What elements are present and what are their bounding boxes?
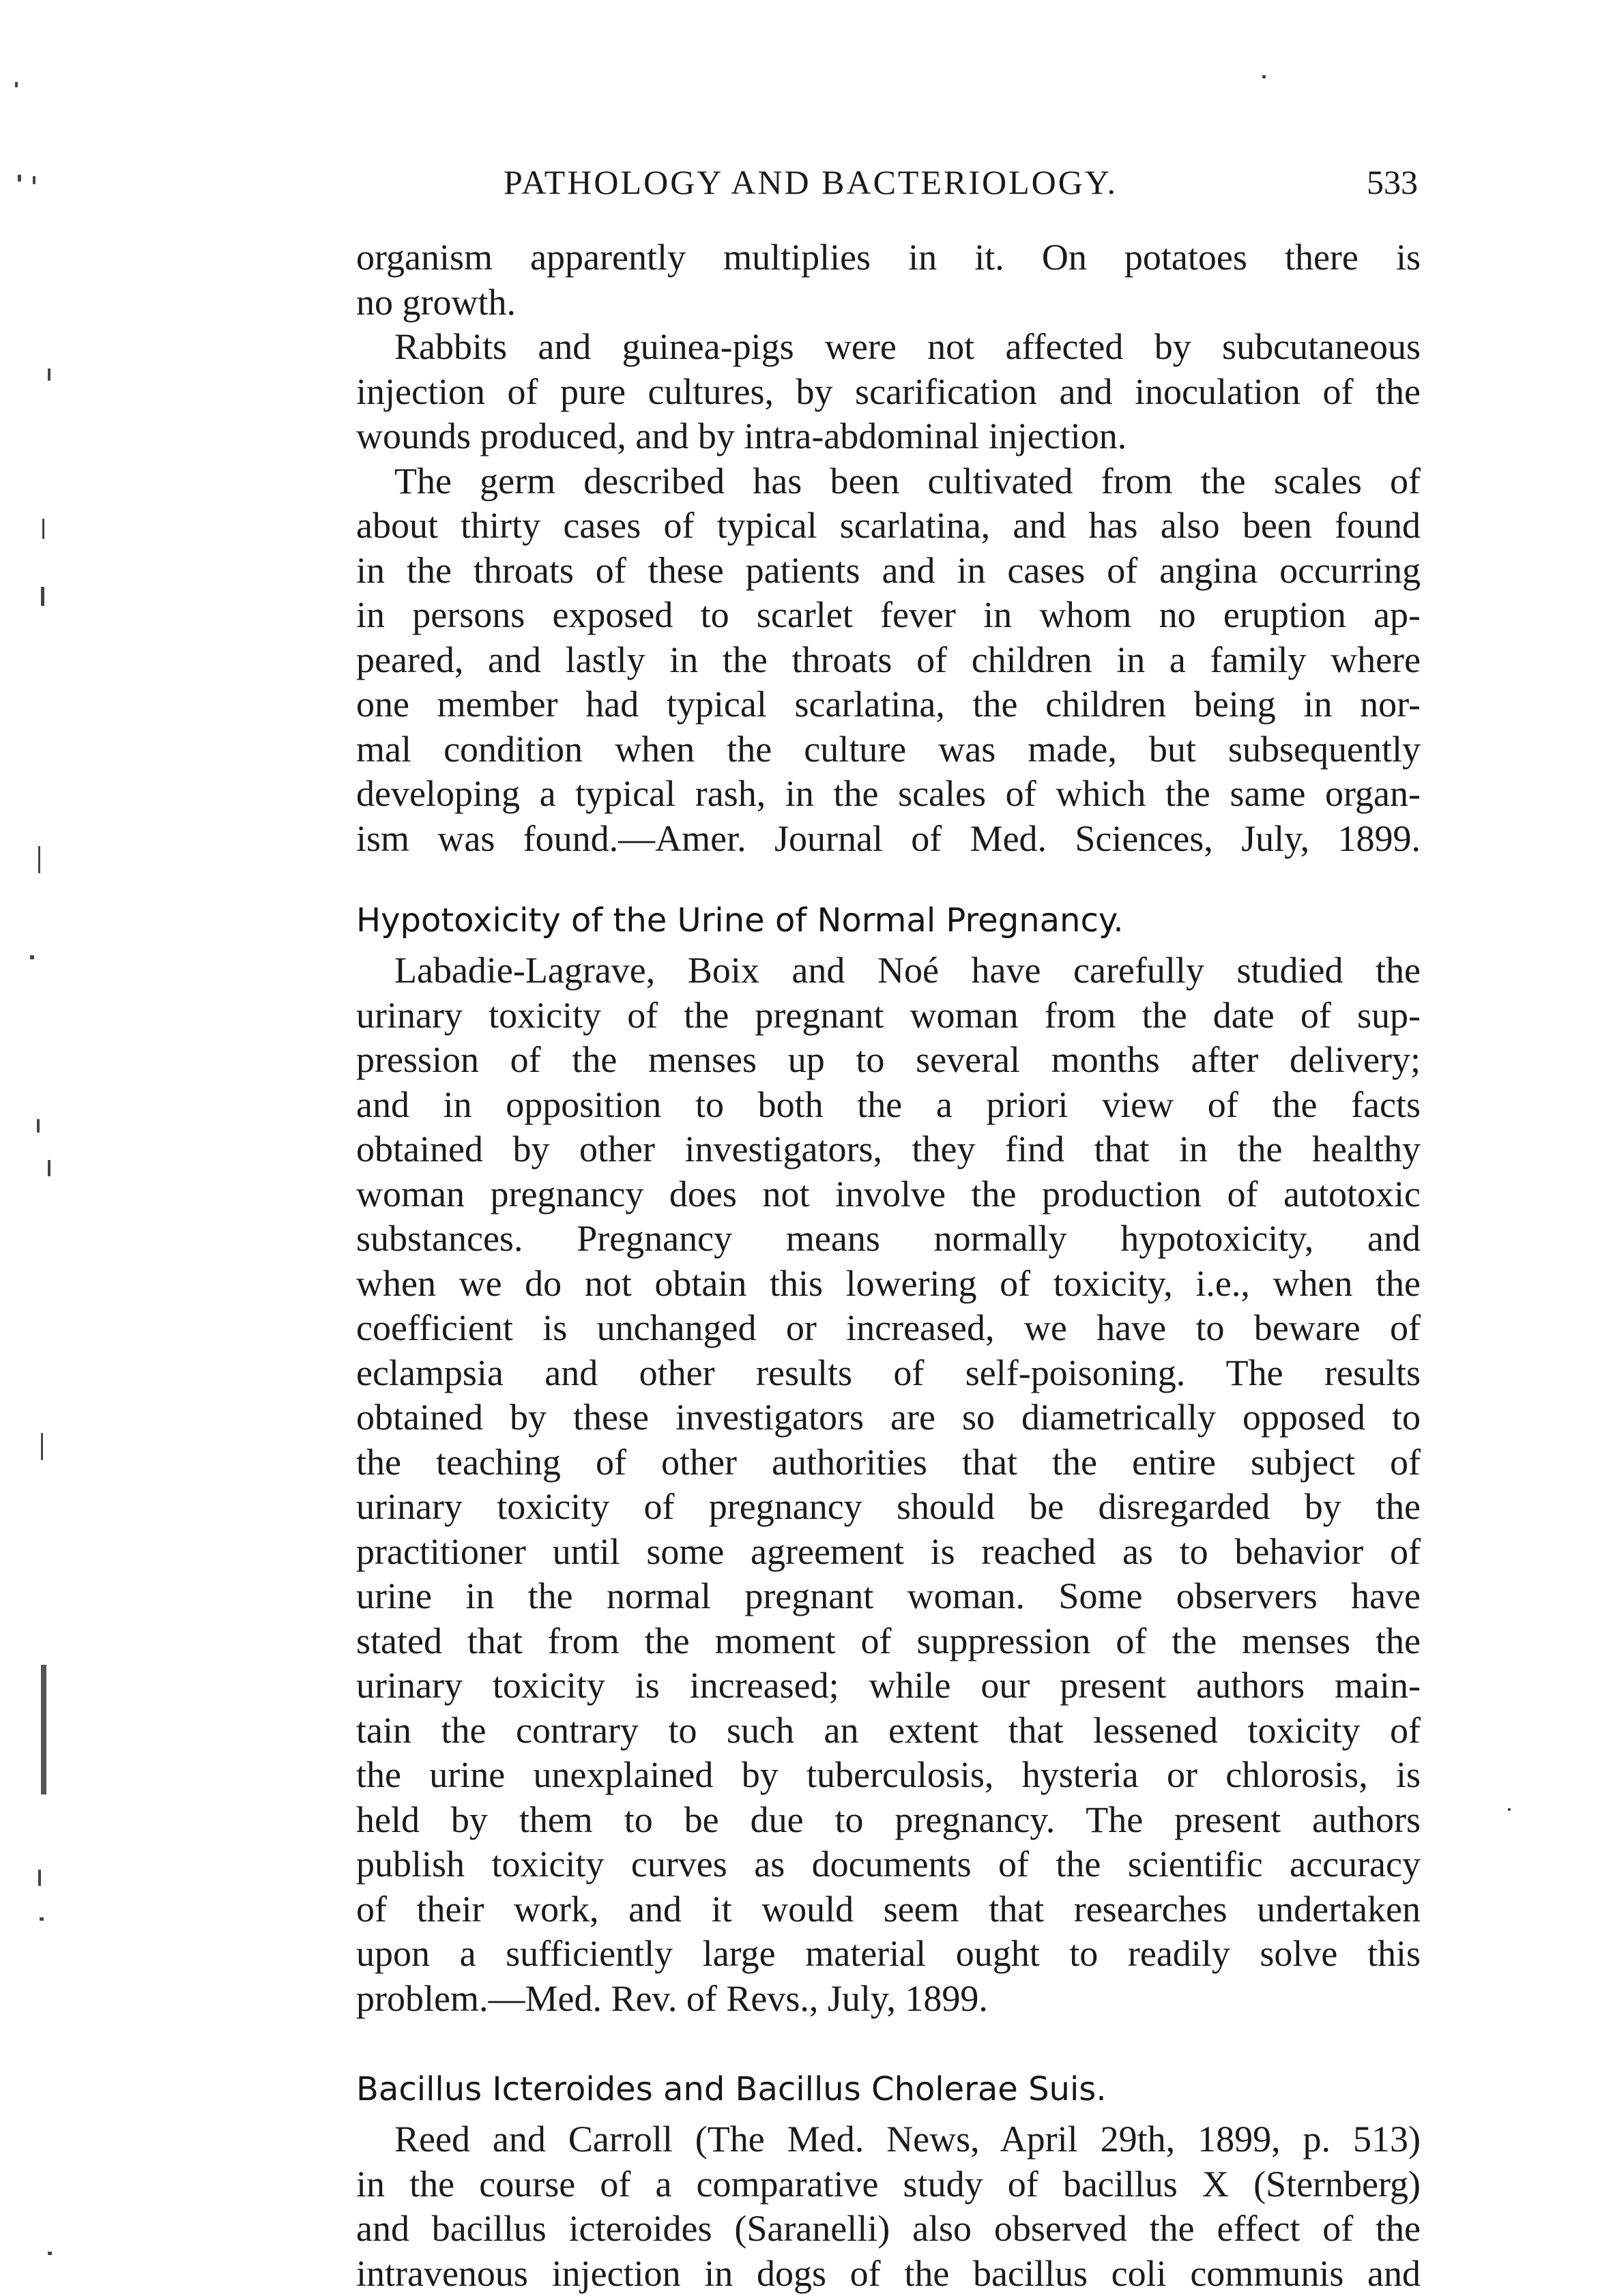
scan-edge-mark (41, 1665, 46, 1794)
text-line: obtained by these investigators are so diametrically opposed to (356, 1395, 1421, 1440)
text-line: urinary toxicity of the pregnant woman from the date of sup- (356, 993, 1421, 1038)
running-head (360, 162, 1418, 210)
text-line: Rabbits and guinea-pigs were not affected by subcutaneous (356, 325, 1421, 370)
text-line: eclampsia and other results of self-poisoning. The results (356, 1351, 1421, 1396)
scan-speck (1262, 75, 1266, 78)
text-line: publish toxicity curves as documents of the scientific accuracy (356, 1842, 1421, 1887)
section-bacillus-icteroides (356, 2067, 1421, 2296)
section-heading: Hypotoxicity of the Urine of Normal Pregnancy. (356, 898, 1421, 943)
text-line: and bacillus icteroides (Saranelli) also observed the effect of the (356, 2207, 1421, 2252)
page-number: 533 (1367, 162, 1418, 202)
section-scarlatina-continuation (356, 235, 1421, 861)
running-title: PATHOLOGY AND BACTERIOLOGY. (504, 162, 1118, 202)
scan-speck (18, 175, 21, 181)
scan-speck (48, 368, 50, 381)
section-hypotoxicity (356, 898, 1421, 2021)
text-line: practitioner until some agreement is reached as to behavior of (356, 1530, 1421, 1575)
text-line: problem.—Med. Rev. of Revs., July, 1899. (356, 1977, 1421, 2022)
text-line: intravenous injection in dogs of the bacillus coli communis and (356, 2252, 1421, 2296)
text-line: held by them to be due to pregnancy. The present authors (356, 1798, 1421, 1843)
text-line: stated that from the moment of suppression of the menses the (356, 1619, 1421, 1664)
scan-speck (38, 1870, 41, 1886)
text-line: and in opposition to both the a priori view of the facts (356, 1083, 1421, 1128)
scan-speck (42, 519, 44, 539)
scan-speck (30, 955, 34, 959)
text-line: woman pregnancy does not involve the production of autotoxic (356, 1172, 1421, 1217)
text-line: ism was found.—Amer. Journal of Med. Sciences, July, 1899. (356, 817, 1421, 862)
scan-speck (48, 1160, 50, 1176)
text-line: developing a typical rash, in the scales of which the same organ- (356, 772, 1421, 817)
scan-speck (41, 1433, 43, 1460)
text-line: coefficient is unchanged or increased, we have to beware of (356, 1306, 1421, 1351)
text-line: in persons exposed to scarlet fever in whom no eruption ap- (356, 593, 1421, 638)
text-line: the teaching of other authorities that the entire subject of (356, 1440, 1421, 1485)
text-line: in the course of a comparative study of bacillus X (Sternberg) (356, 2162, 1421, 2207)
text-line: The germ described has been cultivated from the scales of (356, 459, 1421, 504)
text-line: mal condition when the culture was made, but subsequently (356, 727, 1421, 772)
scan-speck (40, 1917, 44, 1921)
text-line: one member had typical scarlatina, the children being in nor- (356, 682, 1421, 727)
text-line: urine in the normal pregnant woman. Some observers have (356, 1574, 1421, 1619)
text-line: about thirty cases of typical scarlatina, and has also been found (356, 504, 1421, 549)
scan-speck (37, 1119, 40, 1133)
text-line: peared, and lastly in the throats of children in a family where (356, 638, 1421, 683)
scan-speck (1508, 1808, 1511, 1811)
text-line: of their work, and it would seem that researches undertaken (356, 1887, 1421, 1932)
text-line: obtained by other investigators, they find that in the healthy (356, 1127, 1421, 1172)
text-line: when we do not obtain this lowering of toxicity, i.e., when the (356, 1262, 1421, 1307)
article-body (356, 235, 1421, 2296)
scan-speck (38, 846, 40, 873)
text-line: tain the contrary to such an extent that lessened toxicity of (356, 1709, 1421, 1754)
section-heading: Bacillus Icteroides and Bacillus Cholerae Suis. (356, 2067, 1421, 2112)
text-line: urinary toxicity is increased; while our present authors main- (356, 1663, 1421, 1709)
text-line: Labadie-Lagrave, Boix and Noé have carefully studied the (356, 948, 1421, 993)
text-line: wounds produced, and by intra-abdominal injection. (356, 414, 1421, 459)
scan-speck (15, 82, 18, 87)
text-line: organism apparently multiplies in it. On potatoes there is (356, 235, 1421, 280)
scan-speck (33, 176, 35, 184)
text-line: injection of pure cultures, by scarification and inoculation of the (356, 370, 1421, 415)
scan-speck (41, 587, 44, 606)
text-line: substances. Pregnancy means normally hypotoxicity, and (356, 1217, 1421, 1262)
text-line: upon a sufficiently large material ought to readily solve this (356, 1932, 1421, 1977)
text-line: no growth. (356, 280, 1421, 325)
text-line: pression of the menses up to several months after delivery; (356, 1038, 1421, 1083)
text-line: Reed and Carroll (The Med. News, April 29th, 1899, p. 513) (356, 2117, 1421, 2162)
text-line: the urine unexplained by tuberculosis, hysteria or chlorosis, is (356, 1753, 1421, 1798)
scan-speck (48, 2252, 52, 2255)
text-line: urinary toxicity of pregnancy should be disregarded by the (356, 1485, 1421, 1530)
text-line: in the throats of these patients and in cases of angina occurring (356, 549, 1421, 594)
